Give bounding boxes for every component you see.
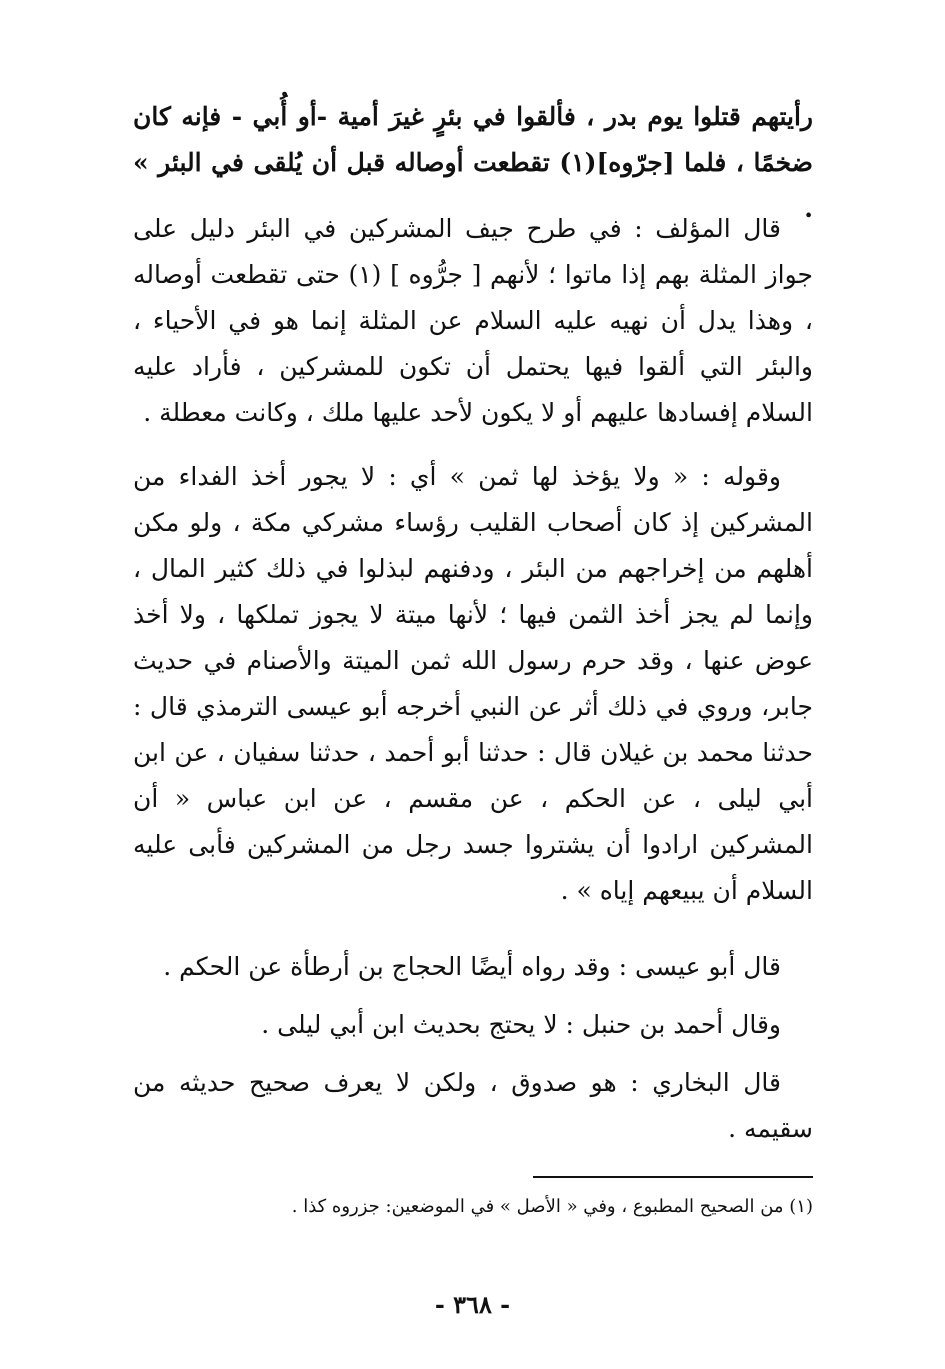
footnote: (١) من الصحيح المطبوع ، وفي « الأصل » في الموضعين: جزروه كذا . <box>291 1196 813 1217</box>
footnote-separator <box>533 1176 813 1178</box>
page-number: - ٣٦٨ - <box>434 1290 511 1319</box>
paragraph-ahmad-ibn-hanbal: وقال أحمد بن حنبل : لا يحتج بحديث ابن أبي ليلى . <box>261 1010 781 1039</box>
paragraph-author-comment: قال المؤلف : في طرح جيف المشركين في البئر دليل على جواز المثلة بهم إذا ماتوا ؛ لأنهم [ جرُّوه ] (١) حتى تقطعت أوصاله ، وهذا يدل أن نهيه عليه السلام عن المثلة إنما هو في الأحياء ، والبئر التي ألقوا فيها يحتمل أن تكون للمشركين ، فأراد عليه السلام إفسادها عليهم أو لا يكون لأحد عليها ملك ، وكانت معطلة . <box>133 214 813 427</box>
paragraph-price-ruling: وقوله : « ولا يؤخذ لها ثمن » أي : لا يجور أخذ الفداء من المشركين إذ كان أصحاب القليب رؤساء مشركي مكة ، ولو مكن أهلهم من إخراجهم من البئر ، ودفنهم لبذلوا في ذلك كثير المال ، وإنما لم يجز أخذ الثمن فيها ؛ لأنها ميتة لا يجوز تملكها ، ولا أخذ عوض عنها ، وقد حرم رسول الله ثمن الميتة والأصنام في حديث جابر، وروي في ذلك أثر عن النبي أخرجه أبو عيسى الترمذي قال : حدثنا محمد بن غيلان قال : حدثنا أبو أحمد ، حدثنا سفيان ، عن ابن أبي ليلى ، عن الحكم ، عن مقسم ، عن ابن عباس « أن المشركين ارادوا أن يشتروا جسد رجل من المشركين فأبى عليه السلام أن يبيعهم إياه » . <box>133 462 813 905</box>
paragraph-hadith-ending: رأيتهم قتلوا يوم بدر ، فألقوا في بئرٍ غيرَ أمية -أو أُبي - فإنه كان ضخمًا ، فلما [جرّوه](١) تقطعت أوصاله قبل أن يُلقى في البئر » . <box>133 102 813 223</box>
paragraph-bukhari: قال البخاري : هو صدوق ، ولكن لا يعرف صحيح حديثه من سقيمه . <box>133 1068 813 1143</box>
paragraph-abu-isa: قال أبو عيسى : وقد رواه أيضًا الحجاج بن أرطأة عن الحكم . <box>163 952 781 981</box>
